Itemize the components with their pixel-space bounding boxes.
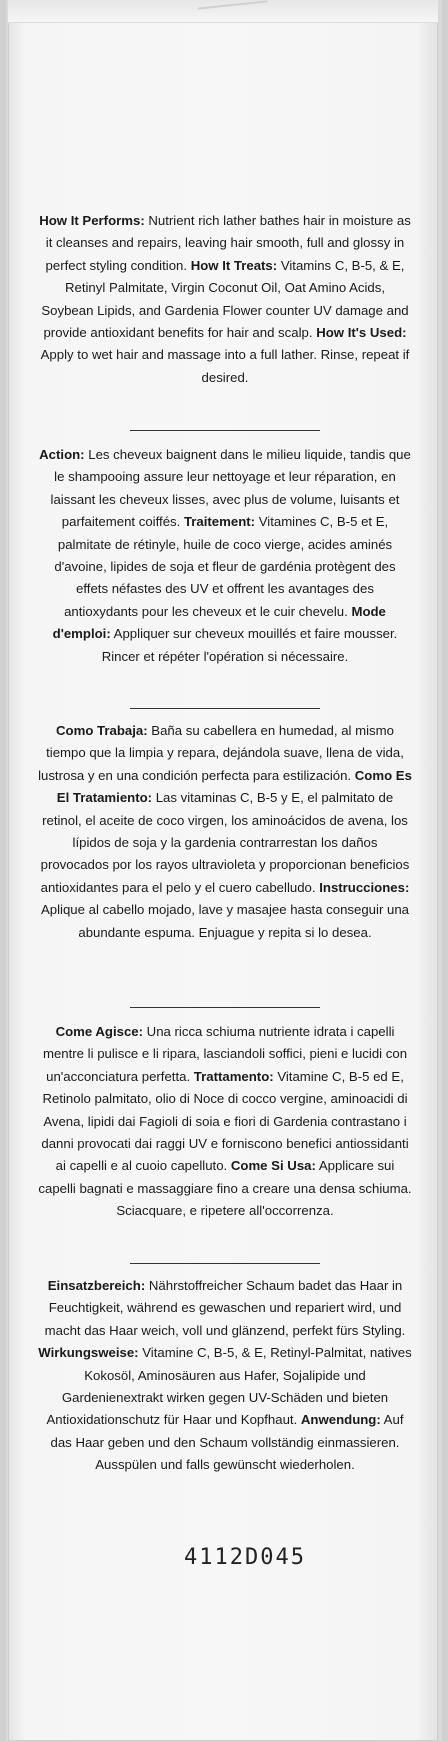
lot-code: 4112D045 (184, 1545, 306, 1570)
section-english (38, 210, 412, 389)
heading-how-its-used: How It's Used: (316, 325, 407, 341)
text-anwendung: Auf das Haar geben und den Schaum vollständig einmassieren. Ausspülen und falls gewünscht wiederholen. (50, 1412, 404, 1473)
heading-action: Action: (39, 447, 85, 462)
heading-mode-emploi: Mode d'emploi: (52, 603, 386, 642)
text-how-its-used: Apply to wet hair and massage into a full lather. Rinse, repeat if desired. (40, 347, 410, 385)
text-come-agisce: Una ricca schiuma nutriente idrata i capelli mentre li pulisce e li ripara, lasciandoli soffici, pieni e lucidi con un'acconciatura perfetta. (42, 1024, 408, 1084)
heading-anwendung: Anwendung: (300, 1412, 381, 1428)
text-einsatzbereich: Nährstoffreicher Schaum badet das Haar in Feuchtigkeit, während es gewaschen und repariert wird, und macht das Haar weich, voll und glänzend, perfekt fürs Styling. (44, 1278, 406, 1338)
heading-how-it-performs: How It Performs: (39, 213, 145, 228)
section-spanish (38, 720, 412, 944)
heading-einsatzbereich: Einsatzbereich: (47, 1278, 146, 1293)
divider-3 (130, 1007, 320, 1008)
heading-wirkungsweise: Wirkungsweise: (38, 1345, 139, 1361)
text-como-es-el-tratamiento: Las vitaminas C, B-5 y E, el palmitato de retinol, el aceite de coco virgen, los aminoácidos de avena, los lípidos de soja y la gardenia contrarrestan los daños provocados por los rayos ultravioleta y proporcionan beneficios antioxidantes para el pelo y el cuero cabelludo. (40, 790, 410, 895)
text-come-si-usa: Applicare sui capelli bagnati e massaggiare fino a creare una densa schiuma. Sciacquare, e ripetere all'occorrenza. (38, 1158, 412, 1219)
text-instrucciones: Aplique al cabello mojado, lave y masajee hasta conseguir una abundante espuma. Enjuague y repita si lo desea. (40, 902, 409, 940)
text-trattamento: Vitamine C, B-5 ed E, Retinolo palmitato, olio di Noce di cocco vergine, aminoacidi di Avena, lipidi dai Fagioli di soia e fiori di Gardenia contrastano i danni provocati dai raggi UV e forniscono benefici antiossidanti ai capelli e al cuoio capelluto. (41, 1068, 409, 1174)
heading-come-si-usa: Come Si Usa: (230, 1158, 316, 1174)
divider-1 (130, 430, 320, 431)
heading-how-it-treats: How It Treats: (190, 257, 278, 273)
section-french (38, 444, 412, 668)
text-traitement: Vitamines C, B-5 et E, palmitate de rétinyle, huile de coco vierge, acides aminés d'avoine, lipides de soja et fleur de gardénia protègent des effets néfastes des UV et offrent les avantages des antioxydants pour les cheveux et le cuir chevelu. (54, 514, 396, 619)
heading-come-agisce: Come Agisce: (55, 1024, 144, 1039)
text-how-it-performs: Nutrient rich lather bathes hair in moisture as it cleanses and repairs, leaving hair smooth, full and glossy in perfect styling condition. (45, 213, 411, 273)
text-mode-emploi: Appliquer sur cheveux mouillés et faire mousser. Rincer et répéter l'opération si nécessaire. (101, 626, 398, 664)
heading-trattamento: Trattamento: (193, 1068, 274, 1084)
flap-crease (198, 0, 269, 17)
heading-como-es-el-tratamiento: Como Es El Tratamiento: (56, 767, 412, 806)
text-wirkungsweise: Vitamine C, B-5, & E, Retinyl-Palmitat, natives Kokosöl, Aminosäuren aus Hafer, Sojalipide und Gardenienextrakt wirken gegen UV-Schäden und bieten Antioxidationschutz für Haar und Kopfhaut. (46, 1345, 412, 1428)
text-how-it-treats: Vitamins C, B-5, & E, Retinyl Palmitate, Virgin Coconut Oil, Oat Amino Acids, Soybean Lipids, and Gardenia Flower counter UV damage and provide antioxidant benefits for hair and scalp. (41, 257, 409, 341)
heading-instrucciones: Instrucciones: (319, 879, 410, 895)
box-left-edge (0, 0, 6, 1741)
section-german (38, 1275, 412, 1477)
box-top-flap (8, 0, 438, 23)
text-action: Les cheveux baignent dans le milieu liquide, tandis que le shampooing assure leur nettoyage et leur réparation, en laissant les cheveux lisses, avec plus de volume, luisants et parfaitement coiffés. (50, 447, 411, 530)
section-italian (38, 1021, 412, 1223)
divider-2 (130, 708, 320, 709)
box-right-edge (442, 0, 448, 1741)
divider-4 (130, 1263, 320, 1264)
text-como-trabaja: Baña su cabellera en humedad, al mismo tiempo que la limpia y repara, dejándola suave, llena de vida, lustrosa y en una condición perfecta para estilización. (38, 723, 404, 783)
heading-como-trabaja: Como Trabaja: (56, 723, 148, 738)
heading-traitement: Traitement: (183, 514, 256, 530)
